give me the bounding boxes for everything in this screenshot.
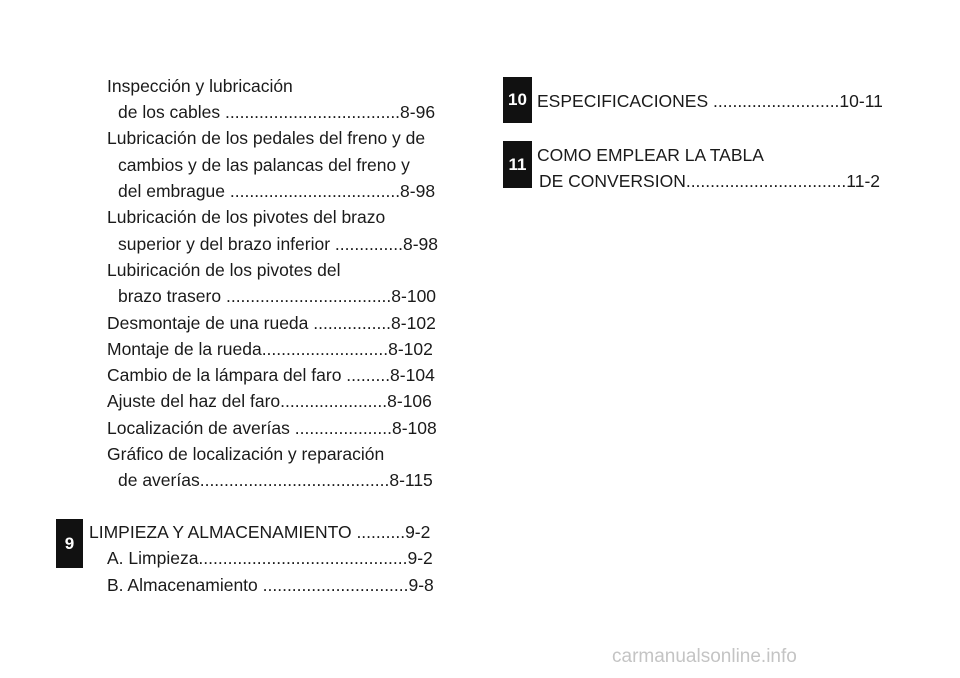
toc-line: cambios y de las palancas del freno y: [118, 155, 410, 175]
toc-line: Localización de averías ....................8-108: [107, 418, 437, 438]
chapter-tab-9: 9: [56, 519, 83, 568]
chapter-tab-10: 10: [503, 77, 532, 123]
chapter-heading: COMO EMPLEAR LA TABLA: [537, 145, 764, 165]
toc-line: brazo trasero ..................................8-100: [118, 286, 437, 306]
toc-line: Gráfico de localización y reparación: [107, 444, 385, 464]
watermark: carmanualsonline.info: [612, 646, 797, 667]
chapter-tab-11: 11: [503, 141, 532, 188]
chapter-heading: LIMPIEZA Y ALMACENAMIENTO ..........9-2: [89, 522, 431, 542]
toc-line: A. Limpieza...........................................9-2: [107, 548, 433, 568]
toc-line: de los cables ....................................8-96: [118, 102, 436, 122]
toc-line: Ajuste del haz del faro......................8-106: [107, 391, 432, 411]
toc-line: Lubricación de los pedales del freno y de: [107, 128, 426, 148]
toc-line: B. Almacenamiento ..............................9-8: [107, 575, 434, 595]
toc-line: Lubricación de los pivotes del brazo: [107, 207, 386, 227]
toc-line: superior y del brazo inferior ..............8-98: [118, 234, 438, 254]
toc-line: Montaje de la rueda..........................8-102: [107, 339, 433, 359]
toc-line: Lubiricación de los pivotes del: [107, 260, 341, 280]
toc-line: del embrague ...................................8-98: [118, 181, 436, 201]
toc-line: Inspección y lubricación: [107, 76, 293, 96]
chapter-heading: ESPECIFICACIONES ..........................10-11: [537, 91, 883, 111]
toc-line: Desmontaje de una rueda ................8-102: [107, 313, 436, 333]
toc-line: de averías.......................................8-115: [118, 470, 433, 490]
chapter-heading: DE CONVERSION.................................11-2: [539, 171, 881, 191]
toc-line: Cambio de la lámpara del faro .........8-104: [107, 365, 435, 385]
